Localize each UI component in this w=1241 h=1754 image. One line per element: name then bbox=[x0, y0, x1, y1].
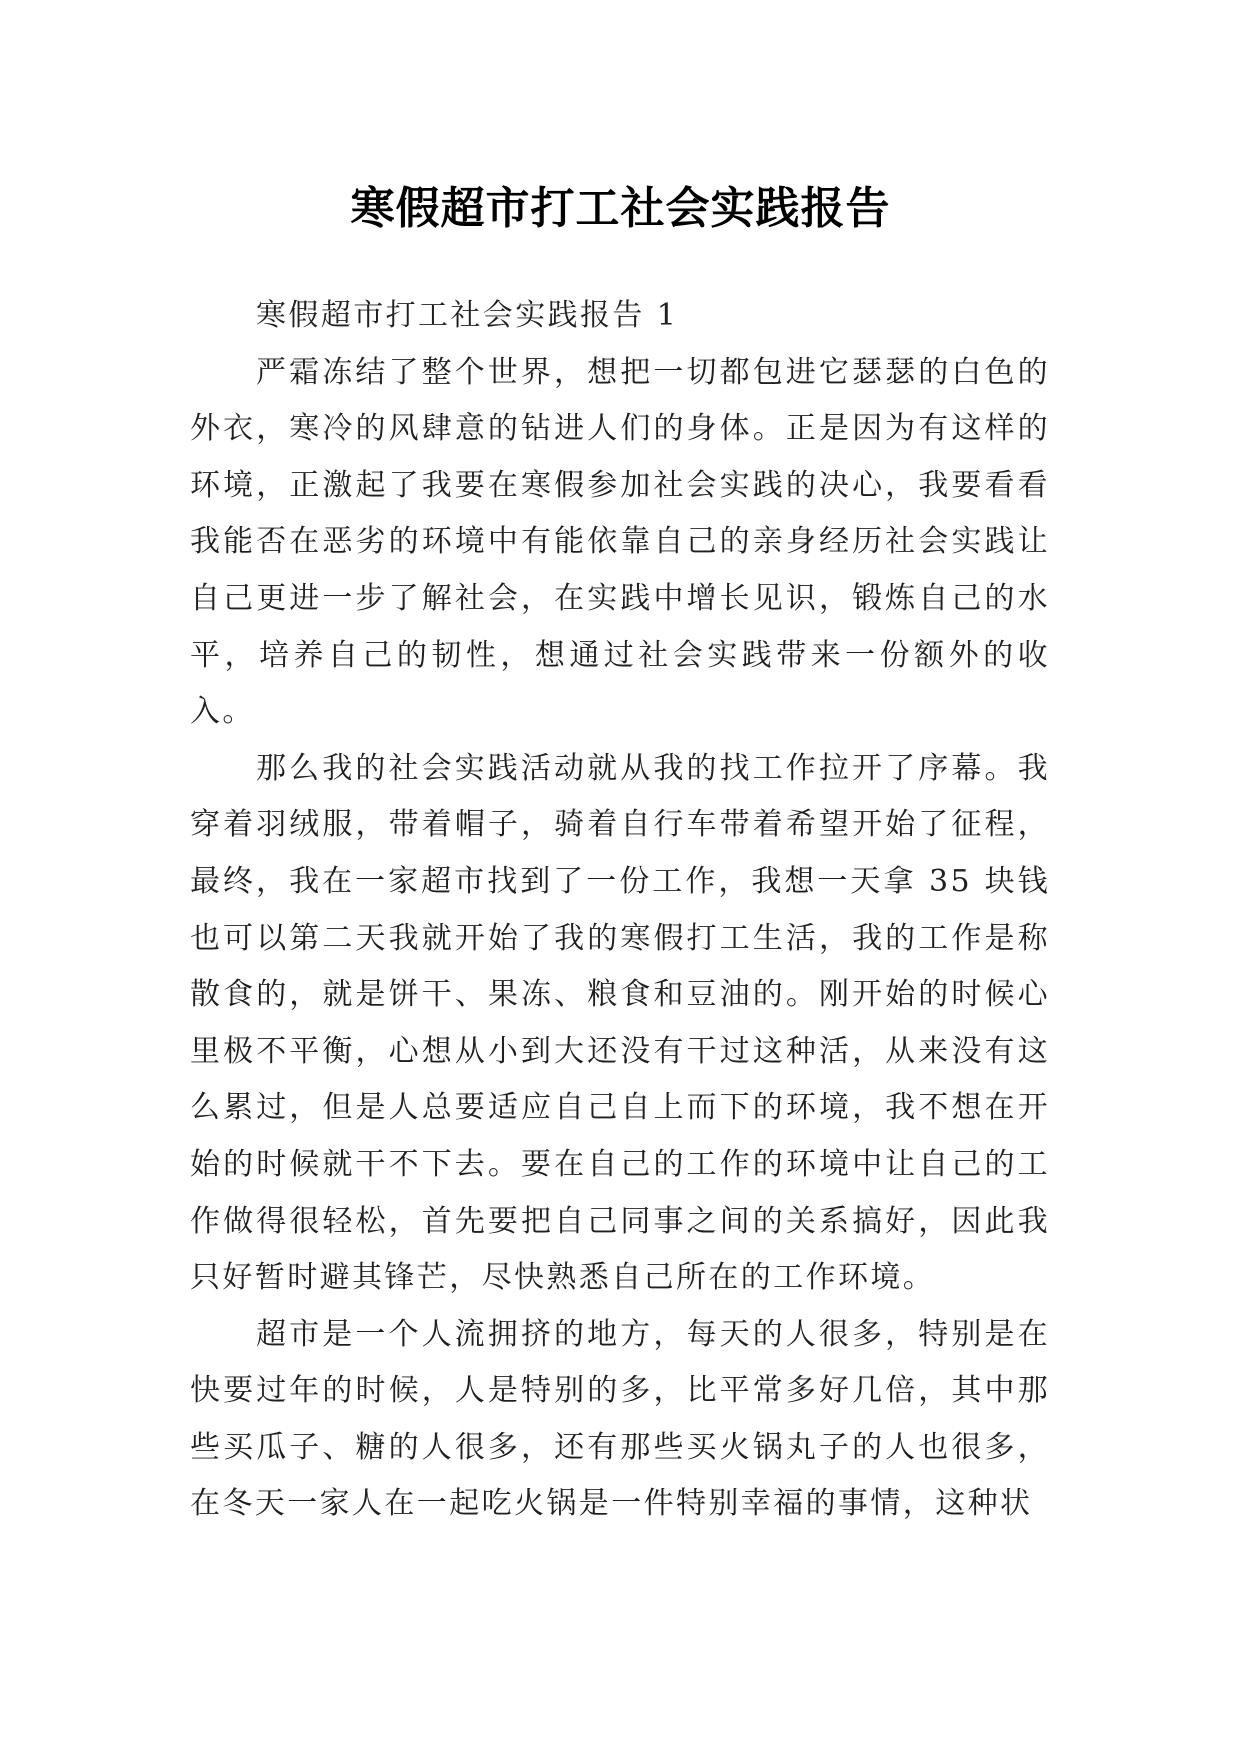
paragraph-3: 超市是一个人流拥挤的地方，每天的人很多，特别是在快要过年的时候，人是特别的多，比平常多好几倍，其中那些买瓜子、糖的人很多，还有那些买火锅丸子的人也很多，在冬天一家人在一起吃火锅是一件特别幸福的事情，这种状 bbox=[190, 1316, 1050, 1522]
document-title: 寒假超市打工社会实践报告 bbox=[350, 183, 891, 235]
paragraph-2: 那么我的社会实践活动就从我的找工作拉开了序幕。我穿着羽绒服，带着帽子，骑着自行车带着希望开始了征程，最终，我在一家超市找到了一份工作，我想一天拿 35 块钱也可以第二天我就开始了我的寒假打工生活，我的工作是称散食的，就是饼干、果冻、粮食和豆油的。刚开始的时候心里极不平衡，心想从小到大还没有干过这种活，从来没有这么累过，但是人总要适应自己自上而下的环境，我不想在开始的时候就干不下去。要在自己的工作的环境中让自己的工作做得很轻松，首先要把自己同事之间的关系搞好，因此我只好暂时避其锋芒，尽快熟悉自己所在的工作环境。 bbox=[190, 750, 1050, 1296]
document-body bbox=[190, 288, 1050, 1533]
paragraph-1: 严霜冻结了整个世界，想把一切都包进它瑟瑟的白色的外衣，寒冷的风肆意的钻进人们的身体。正是因为有这样的环境，正激起了我要在寒假参加社会实践的决心，我要看看我能否在恶劣的环境中有能依靠自己的亲身经历社会实践让自己更进一步了解社会，在实践中增长见识，锻炼自己的水平，培养自己的韧性，想通过社会实践带来一份额外的收入。 bbox=[190, 354, 1050, 730]
section-heading: 寒假超市打工社会实践报告 1 bbox=[256, 298, 679, 333]
